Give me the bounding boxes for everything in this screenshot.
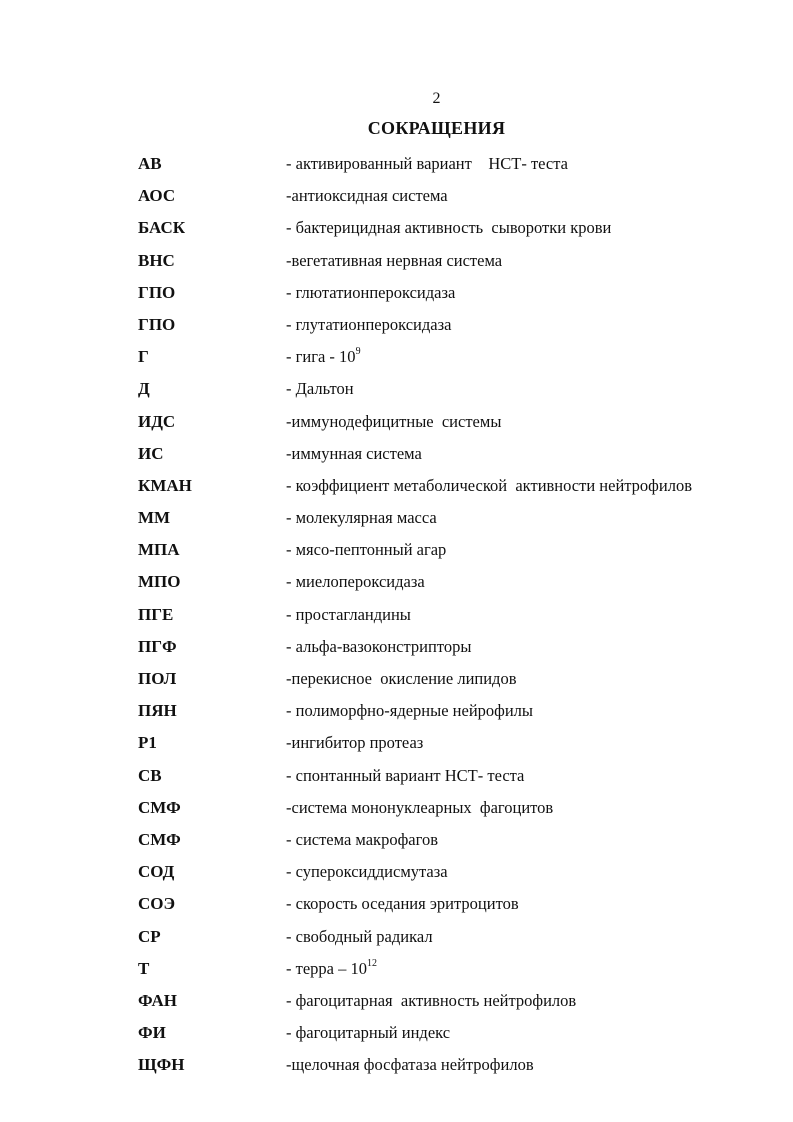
page-title: СОКРАЩЕНИЯ — [367, 118, 506, 138]
abbreviation-term: ПГЕ — [138, 604, 174, 624]
abbreviation-definition — [286, 699, 533, 723]
abbreviation-term: ГПО — [138, 314, 176, 334]
abbreviation-row — [0, 216, 793, 248]
definition-text: - миелопероксидаза — [286, 572, 425, 592]
definition-text: - Дальтон — [286, 379, 354, 399]
definition-text: - свободный радикал — [286, 926, 433, 946]
abbreviation-row — [0, 313, 793, 345]
abbreviation-term: ИС — [138, 443, 164, 463]
definition-text: - молекулярная масса — [286, 508, 437, 528]
definition-text: - гига - 10 — [286, 347, 356, 367]
abbreviation-definition — [286, 345, 361, 369]
abbreviation-term: СР — [138, 926, 161, 946]
abbreviation-row — [0, 538, 793, 570]
abbreviation-row — [0, 860, 793, 892]
abbreviation-term: АВ — [138, 154, 162, 173]
abbreviation-definition — [286, 1021, 450, 1045]
definition-text: -ингибитор протеаз — [286, 733, 424, 753]
abbreviation-definition — [286, 410, 501, 434]
abbreviation-definition — [286, 570, 425, 594]
abbreviation-term: СМФ — [138, 829, 181, 849]
definition-text: -щелочная фосфатаза нейтрофилов — [286, 1055, 534, 1075]
abbreviation-row — [0, 796, 793, 828]
abbreviation-row — [0, 1053, 793, 1085]
abbreviation-term: СВ — [138, 765, 162, 785]
definition-text: - коэффициент метаболической активности нейтрофилов — [286, 475, 692, 495]
abbreviation-term: КМАН — [138, 475, 192, 495]
definition-text: - активированный вариант НСТ- теста — [286, 154, 568, 173]
abbreviation-row — [0, 699, 793, 731]
abbreviation-row — [0, 442, 793, 474]
definition-text: - альфа-вазоконстрипторы — [286, 636, 472, 656]
abbreviation-definition — [286, 796, 553, 820]
abbreviation-term: БАСК — [138, 218, 186, 238]
definition-text: - полиморфно-ядерные нейрофилы — [286, 701, 534, 721]
abbreviation-term: МПА — [138, 540, 180, 560]
abbreviation-term: МПО — [138, 572, 181, 592]
abbreviation-definition — [286, 216, 611, 240]
exponent: 9 — [355, 346, 361, 358]
abbreviation-term: ПГФ — [138, 636, 177, 656]
definition-text: - простагландины — [286, 604, 411, 624]
abbreviation-definition — [286, 281, 455, 305]
definition-text: - спонтанный вариант НСТ- теста — [286, 765, 525, 785]
abbreviation-term: ПЯН — [138, 701, 177, 721]
abbreviation-term: ЩФН — [138, 1055, 185, 1075]
abbreviation-row — [0, 1021, 793, 1053]
abbreviation-row — [0, 603, 793, 635]
abbreviation-definition — [286, 313, 451, 337]
definition-text: - мясо-пептонный агар — [286, 540, 447, 560]
abbreviation-term: ВНС — [138, 250, 175, 270]
definition-text: - глутатионпероксидаза — [286, 314, 452, 334]
abbreviation-definition — [286, 603, 411, 627]
definition-text: - фагоцитарный индекс — [286, 1023, 451, 1043]
definition-text: - терра – 10 — [286, 958, 367, 978]
definition-text: - глютатионпероксидаза — [286, 282, 456, 302]
abbreviation-definition — [286, 731, 423, 755]
abbreviation-row — [0, 474, 793, 506]
definition-text: - фагоцитарная активность нейтрофилов — [286, 990, 577, 1010]
definition-text: - супероксиддисмутаза — [286, 862, 448, 882]
abbreviation-definition — [286, 860, 448, 884]
abbreviation-row — [0, 184, 793, 216]
abbreviation-term: ИДС — [138, 411, 176, 431]
abbreviation-row — [0, 506, 793, 538]
abbreviation-list — [0, 152, 793, 1085]
abbreviation-definition — [286, 538, 446, 562]
definition-text: -антиоксидная система — [286, 186, 448, 206]
abbreviation-term: СОД — [138, 862, 175, 882]
abbreviation-row — [0, 377, 793, 409]
abbreviation-definition — [286, 892, 519, 916]
abbreviation-row — [0, 410, 793, 442]
abbreviation-definition — [286, 667, 517, 691]
abbreviation-definition — [286, 377, 354, 401]
abbreviation-term: АОС — [138, 186, 176, 206]
definition-text: -иммунодефицитные системы — [286, 411, 502, 431]
abbreviation-term: Д — [138, 379, 150, 399]
abbreviation-term: ГПО — [138, 282, 176, 302]
abbreviation-row — [0, 152, 793, 184]
abbreviation-definition — [286, 184, 448, 208]
definition-text: - бактерицидная активность сыворотки крови — [286, 218, 612, 238]
definition-text: - система макрофагов — [286, 829, 438, 849]
abbreviation-definition — [286, 764, 524, 788]
abbreviation-term: Т — [138, 958, 150, 978]
abbreviation-definition — [286, 442, 422, 466]
abbreviation-definition — [286, 249, 502, 273]
abbreviation-row — [0, 989, 793, 1021]
abbreviation-row — [0, 570, 793, 602]
abbreviation-row — [0, 925, 793, 957]
page-number: 2 — [432, 90, 441, 107]
abbreviation-term: СОЭ — [138, 894, 176, 914]
abbreviation-row — [0, 345, 793, 377]
definition-text: - скорость оседания эритроцитов — [286, 894, 519, 914]
abbreviation-row — [0, 281, 793, 313]
abbreviation-definition — [286, 474, 692, 498]
abbreviation-row — [0, 957, 793, 989]
abbreviation-definition — [286, 506, 437, 530]
abbreviation-row — [0, 828, 793, 860]
abbreviation-definition — [286, 635, 471, 659]
abbreviation-term: Г — [138, 347, 149, 367]
abbreviation-term: ФАН — [138, 990, 178, 1010]
abbreviation-term: ФИ — [138, 1023, 166, 1043]
abbreviation-term: ПОЛ — [138, 669, 177, 688]
abbreviation-term: ММ — [138, 508, 171, 528]
definition-text: -вегетативная нервная система — [286, 250, 503, 270]
definition-text: -иммунная система — [286, 443, 422, 463]
abbreviation-row — [0, 892, 793, 924]
abbreviation-term: Р1 — [138, 733, 157, 753]
definition-text: -перекисное окисление липидов — [286, 669, 517, 688]
abbreviation-row — [0, 764, 793, 796]
abbreviation-definition — [286, 152, 568, 176]
abbreviation-row — [0, 249, 793, 281]
abbreviation-definition — [286, 925, 433, 949]
abbreviation-term: СМФ — [138, 797, 181, 817]
abbreviation-definition — [286, 957, 377, 981]
abbreviation-row — [0, 731, 793, 763]
abbreviation-row — [0, 667, 793, 699]
exponent: 12 — [366, 957, 377, 969]
definition-text: -система мононуклеарных фагоцитов — [286, 797, 554, 817]
abbreviation-definition — [286, 989, 576, 1013]
abbreviation-definition — [286, 828, 438, 852]
abbreviation-definition — [286, 1053, 534, 1077]
abbreviation-row — [0, 635, 793, 667]
